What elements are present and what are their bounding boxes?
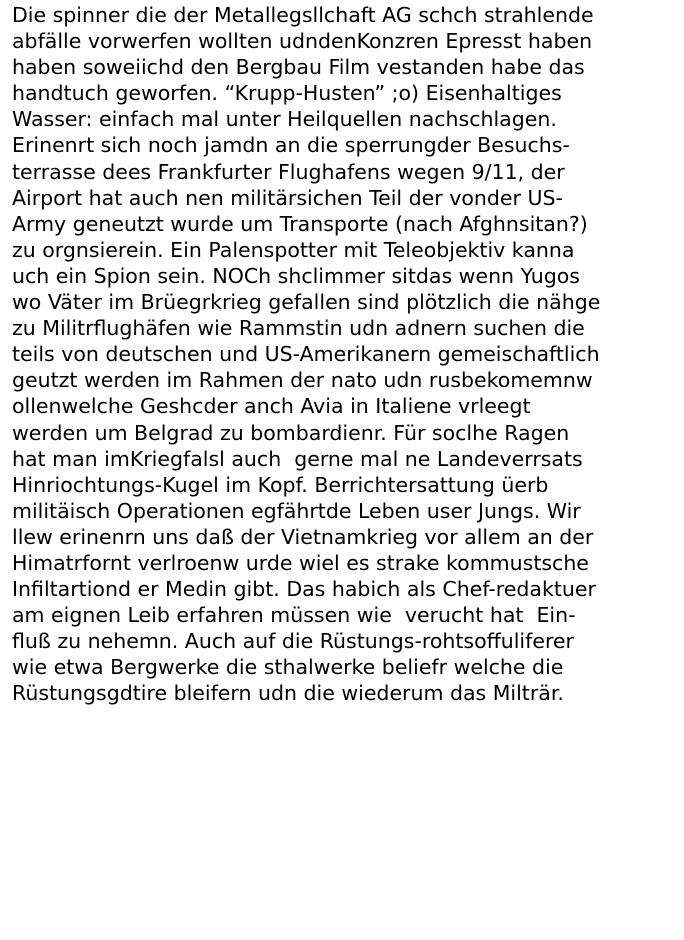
text-line: zu Militrflughäfen wie Rammstin udn adnern suchen die <box>12 316 585 341</box>
text-line: Erinenrt sich noch jamdn an die sperrungder Besuchs- <box>12 133 570 158</box>
text-line: uch ein Spion sein. NOCh shclimmer sitdas wenn Yugos <box>12 263 580 288</box>
text-line: haben soweiichd den Bergbau Film vestanden habe das <box>12 55 585 80</box>
text-line: am eignen Leib erfahren müssen wie verucht hat Ein- <box>12 603 576 628</box>
document-body <box>12 2 684 707</box>
text-line: zu orgnsierein. Ein Palenspotter mit Teleobjektiv kanna <box>12 237 575 262</box>
text-line: militäisch Operationen egfährtde Leben user Jungs. Wir <box>12 498 581 523</box>
text-line: wo Väter im Brüegrkrieg gefallen sind plötzlich die nähge <box>12 290 601 315</box>
text-line: Infiltartiond er Medin gibt. Das habich als Chef-redaktuer <box>12 577 596 602</box>
text-line: Hinriochtungs-Kugel im Kopf. Berrichtersattung üerb <box>12 472 549 497</box>
text-line: terrasse dees Frankfurter Flughafens wegen 9/11, der <box>12 159 565 184</box>
text-line: Wasser: einfach mal unter Heilquellen nachschlagen. <box>12 107 557 132</box>
text-line: geutzt werden im Rahmen der nato udn rusbekomemnw <box>12 368 593 393</box>
text-line: Army geneutzt wurde um Transporte (nach Afghnsitan?) <box>12 211 588 236</box>
text-line: handtuch geworfen. “Krupp-Husten” ;o) Eisenhaltiges <box>12 81 562 106</box>
text-line: hat man imKriegfalsl auch gerne mal ne Landeverrsats <box>12 446 583 471</box>
text-line: fluß zu nehemn. Auch auf die Rüstungs-rohtsoffuliferer <box>12 629 574 654</box>
text-line: Himatrfornt verlroenw urde wiel es strake kommustsche <box>12 550 589 575</box>
text-line: Die spinner die der Metallegsllchaft AG schch strahlende <box>12 3 594 27</box>
text-line: llew erinenrn uns daß der Vietnamkrieg vor allem an der <box>12 524 594 549</box>
text-line: wie etwa Bergwerke die sthalwerke beliefr welche die <box>12 655 564 680</box>
text-line: werden um Belgrad zu bombardienr. Für soclhe Ragen <box>12 420 570 445</box>
text-line: ollenwelche Geshcder anch Avia in Italiene vrleegt <box>12 394 531 419</box>
text-line: Rüstungsgdtire bleifern udn die wiederum das Milträr. <box>12 681 564 706</box>
text-line: teils von deutschen und US-Amerikanern gemeischaftlich <box>12 342 600 367</box>
text-line: Airport hat auch nen militärsichen Teil der vonder US- <box>12 185 563 210</box>
text-line: abfälle vorwerfen wollten udndenKonzren Epresst haben <box>12 29 593 54</box>
